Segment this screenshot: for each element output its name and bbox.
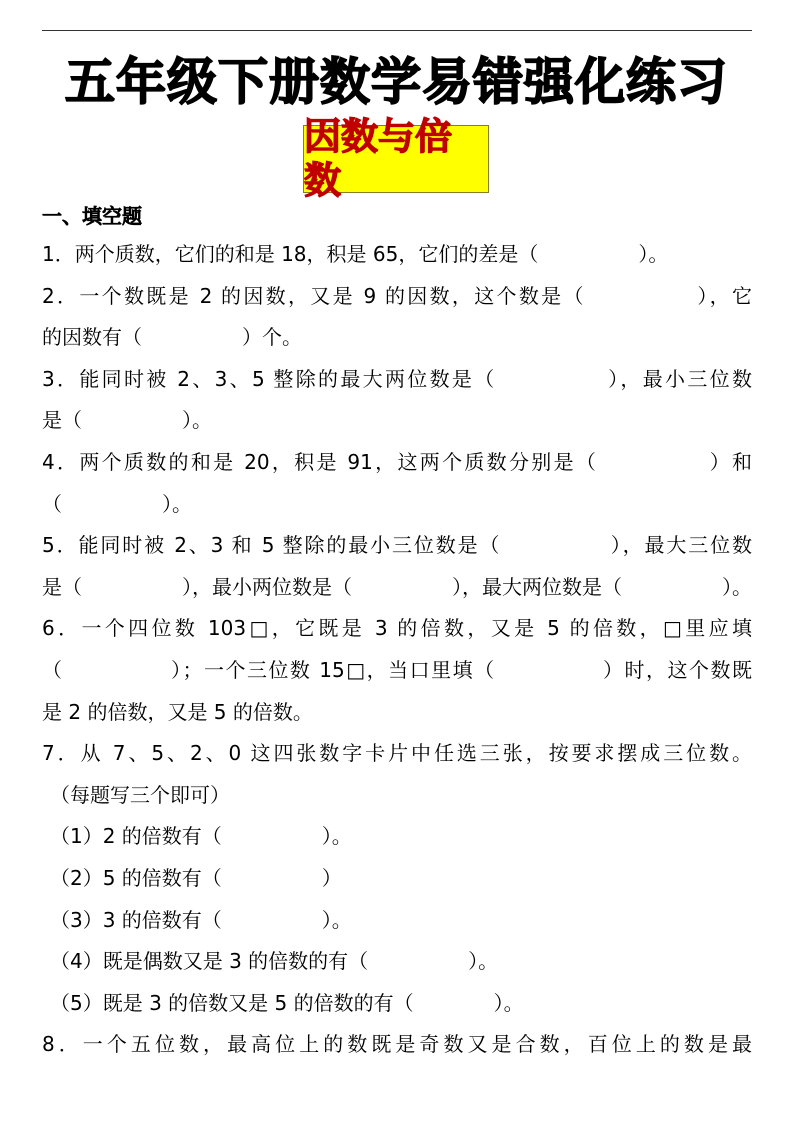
question-line: 8．一个五位数，最高位上的数既是奇数又是合数，百位上的数是最	[42, 1032, 752, 1057]
question-line: （ ）。	[42, 491, 192, 516]
question-line: 是（ ）。	[42, 408, 212, 433]
question-line: 是（ ），最小两位数是（ ），最大两位数是（ ）。	[42, 574, 752, 599]
question-line: （1）2 的倍数有（ ）。	[50, 824, 352, 849]
subtitle-text: 因数与倍数	[304, 115, 452, 202]
question-line: 7．从 7、5、2、0 这四张数字卡片中任选三张，按要求摆成三位数。	[42, 741, 752, 766]
question-line: （3）3 的倍数有（ ）。	[50, 907, 352, 932]
question-line: 3．能同时被 2、3、5 整除的最大两位数是（ ），最小三位数	[42, 366, 752, 391]
question-line: （4）既是偶数又是 3 的倍数的有（ ）。	[50, 949, 499, 974]
question-line: （每题写三个即可）	[50, 782, 230, 807]
question-line: （ ）；一个三位数 15□，当口里填（ ）时，这个数既	[42, 657, 752, 682]
question-line: 1．两个质数，它们的和是 18，积是 65，它们的差是（ ）。	[42, 242, 669, 266]
question-line: 2．一个数既是 2 的因数，又是 9 的因数，这个数是（ ），它	[42, 283, 752, 308]
question-line: 是 2 的倍数，又是 5 的倍数。	[42, 699, 313, 724]
question-line: 5．能同时被 2、3 和 5 整除的最小三位数是（ ），最大三位数	[42, 533, 752, 558]
question-line: （5）既是 3 的倍数又是 5 的倍数的有（ ）。	[50, 990, 524, 1015]
worksheet-content	[42, 198, 752, 1066]
header-rule	[42, 30, 752, 31]
question-line: 的因数有（ ）个。	[42, 325, 302, 350]
question-line: （2）5 的倍数有（ ）	[50, 865, 342, 890]
subtitle-banner	[303, 115, 489, 202]
question-line: 4．两个质数的和是 20，积是 91，这两个质数分别是（ ）和	[42, 449, 752, 474]
section-heading: 一、填空题	[42, 204, 142, 228]
page-title: 五年级下册数学易错强化练习	[65, 53, 728, 111]
question-lines	[42, 234, 752, 1066]
question-line: 6．一个四位数 103□，它既是 3 的倍数，又是 5 的倍数，□里应填	[42, 616, 752, 641]
